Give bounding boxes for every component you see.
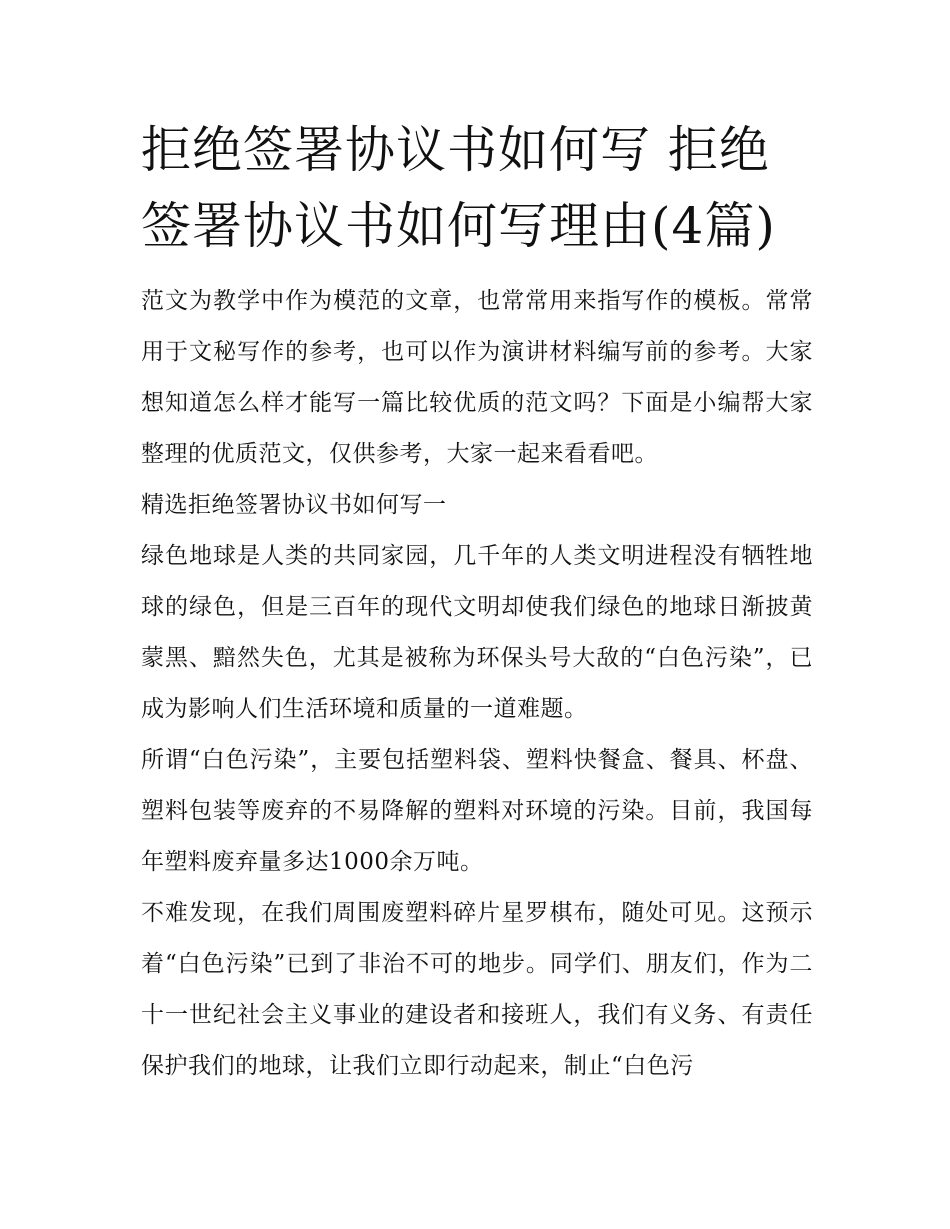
body-paragraph: 不难发现，在我们周围废塑料碎片星罗棋布，随处可见。这预示着“白色污染”已到了非治不可的地步。同学们、朋友们，作为二十一世纪社会主义事业的建设者和接班人，我们有义务、有责任保护我们的地球，让我们立即行动起来，制止“白色污 [141,900,813,1079]
body-paragraph: 所谓“白色污染”，主要包括塑料袋、塑料快餐盒、餐具、杯盘、塑料包装等废弃的不易降解的塑料对环境的污染。目前，我国每年塑料废弃量多达1000余万吨。 [141,747,813,875]
section-heading: 精选拒绝签署协议书如何写一 [141,492,447,518]
intro-paragraph: 范文为教学中作为模范的文章，也常常用来指写作的模板。常常用于文秘写作的参考，也可以作为演讲材料编写前的参考。大家想知道怎么样才能写一篇比较优质的范文吗？下面是小编帮大家整理的优质范文，仅供参考，大家一起来看看吧。 [141,288,813,467]
document-body [141,276,813,1092]
document-title: 拒绝签署协议书如何写 拒绝签署协议书如何写理由(4篇) [141,121,776,255]
document-page [141,112,813,1092]
body-paragraph: 绿色地球是人类的共同家园，几千年的人类文明进程没有牺牲地球的绿色，但是三百年的现代文明却使我们绿色的地球日渐披黄蒙黑、黯然失色，尤其是被称为环保头号大敌的“白色污染”，已成为影响人们生活环境和质量的一道难题。 [141,543,813,722]
